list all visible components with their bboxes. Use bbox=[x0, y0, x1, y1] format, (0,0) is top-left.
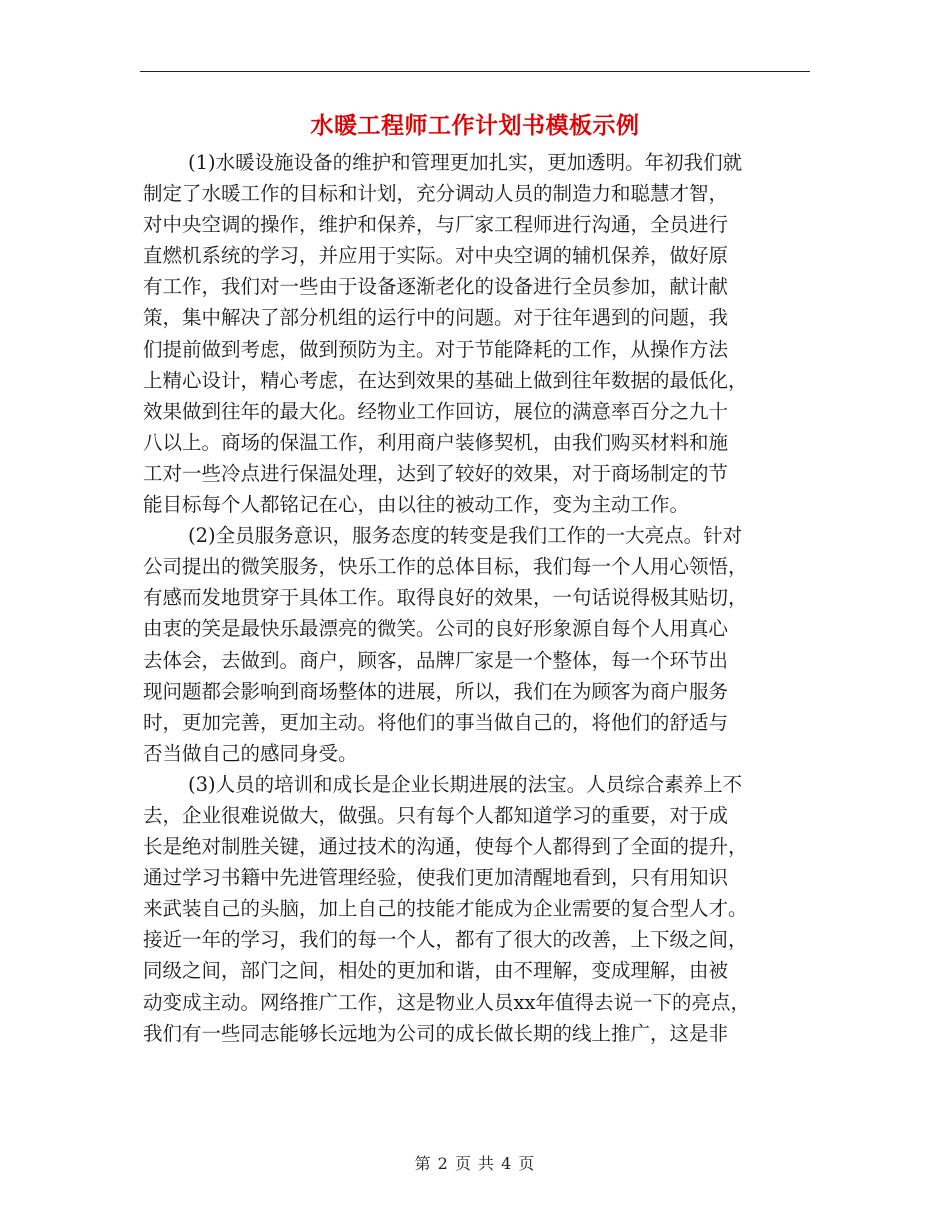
body-line: 直燃机系统的学习，并应用于实际。对中央空调的辅机保养，做好原 bbox=[143, 244, 729, 268]
body-line: 接近一年的学习，我们的每一个人，都有了很大的改善，上下级之间， bbox=[143, 928, 748, 952]
document-title: 水暖工程师工作计划书模板示例 bbox=[310, 112, 640, 139]
body-line: 动变成主动。网络推广工作，这是物业人员xx年值得去说一下的亮点， bbox=[143, 990, 750, 1014]
body-line: 去体会，去做到。商户，顾客，品牌厂家是一个整体，每一个环节出 bbox=[143, 648, 729, 672]
body-line: 八以上。商场的保温工作，利用商户装修契机，由我们购买材料和施 bbox=[143, 430, 729, 454]
body-line: (3)人员的培训和成长是企业长期进展的法宝。人员综合素养上不 bbox=[188, 772, 743, 796]
body-line: 由衷的笑是最快乐最漂亮的微笑。公司的良好形象源自每个人用真心 bbox=[143, 617, 729, 641]
body-line: 公司提出的微笑服务，快乐工作的总体目标，我们每一个人用心领悟， bbox=[143, 555, 748, 579]
document-body bbox=[143, 147, 813, 1049]
body-line: 时，更加完善，更加主动。将他们的事当做自己的，将他们的舒适与 bbox=[143, 710, 729, 734]
body-line: 能目标每个人都铭记在心，由以往的被动工作，变为主动工作。 bbox=[143, 493, 690, 517]
body-line: 否当做自己的感同身受。 bbox=[143, 741, 358, 765]
body-line: 有工作，我们对一些由于设备逐渐老化的设备进行全员参加，献计献 bbox=[143, 275, 729, 299]
body-line: 现问题都会影响到商场整体的进展，所以，我们在为顾客为商户服务 bbox=[143, 679, 729, 703]
body-line: 我们有一些同志能够长远地为公司的成长做长期的线上推广，这是非 bbox=[143, 1021, 729, 1045]
body-line: (2)全员服务意识，服务态度的转变是我们工作的一大亮点。针对 bbox=[188, 524, 743, 548]
body-line: 长是绝对制胜关键，通过技术的沟通，使每个人都得到了全面的提升， bbox=[143, 835, 748, 859]
body-line: 工对一些冷点进行保温处理，达到了较好的效果，对于商场制定的节 bbox=[143, 461, 729, 485]
body-line: 有感而发地贯穿于具体工作。取得良好的效果，一句话说得极其贴切， bbox=[143, 586, 748, 610]
body-line: 们提前做到考虑，做到预防为主。对于节能降耗的工作，从操作方法 bbox=[143, 337, 729, 361]
body-line: 来武装自己的头脑，加上自己的技能才能成为企业需要的复合型人才。 bbox=[143, 897, 748, 921]
body-line: 效果做到往年的最大化。经物业工作回访，展位的满意率百分之九十 bbox=[143, 399, 729, 423]
body-line: 上精心设计，精心考虑，在达到效果的基础上做到往年数据的最低化， bbox=[143, 368, 748, 392]
body-line: 策，集中解决了部分机组的运行中的问题。对于往年遇到的问题，我 bbox=[143, 306, 729, 330]
body-line: (1)水暖设施设备的维护和管理更加扎实，更加透明。年初我们就 bbox=[188, 151, 743, 174]
page-number: 第 2 页 共 4 页 bbox=[414, 1154, 536, 1173]
body-line: 通过学习书籍中先进管理经验，使我们更加清醒地看到，只有用知识 bbox=[143, 866, 729, 890]
body-line: 同级之间，部门之间，相处的更加和谐，由不理解，变成理解，由被 bbox=[143, 959, 729, 983]
header-rule bbox=[140, 71, 810, 72]
body-line: 对中央空调的操作，维护和保养，与厂家工程师进行沟通，全员进行 bbox=[143, 213, 729, 237]
body-line: 制定了水暖工作的目标和计划，充分调动人员的制造力和聪慧才智， bbox=[143, 182, 729, 206]
body-line: 去，企业很难说做大，做强。只有每个人都知道学习的重要，对于成 bbox=[143, 803, 729, 827]
